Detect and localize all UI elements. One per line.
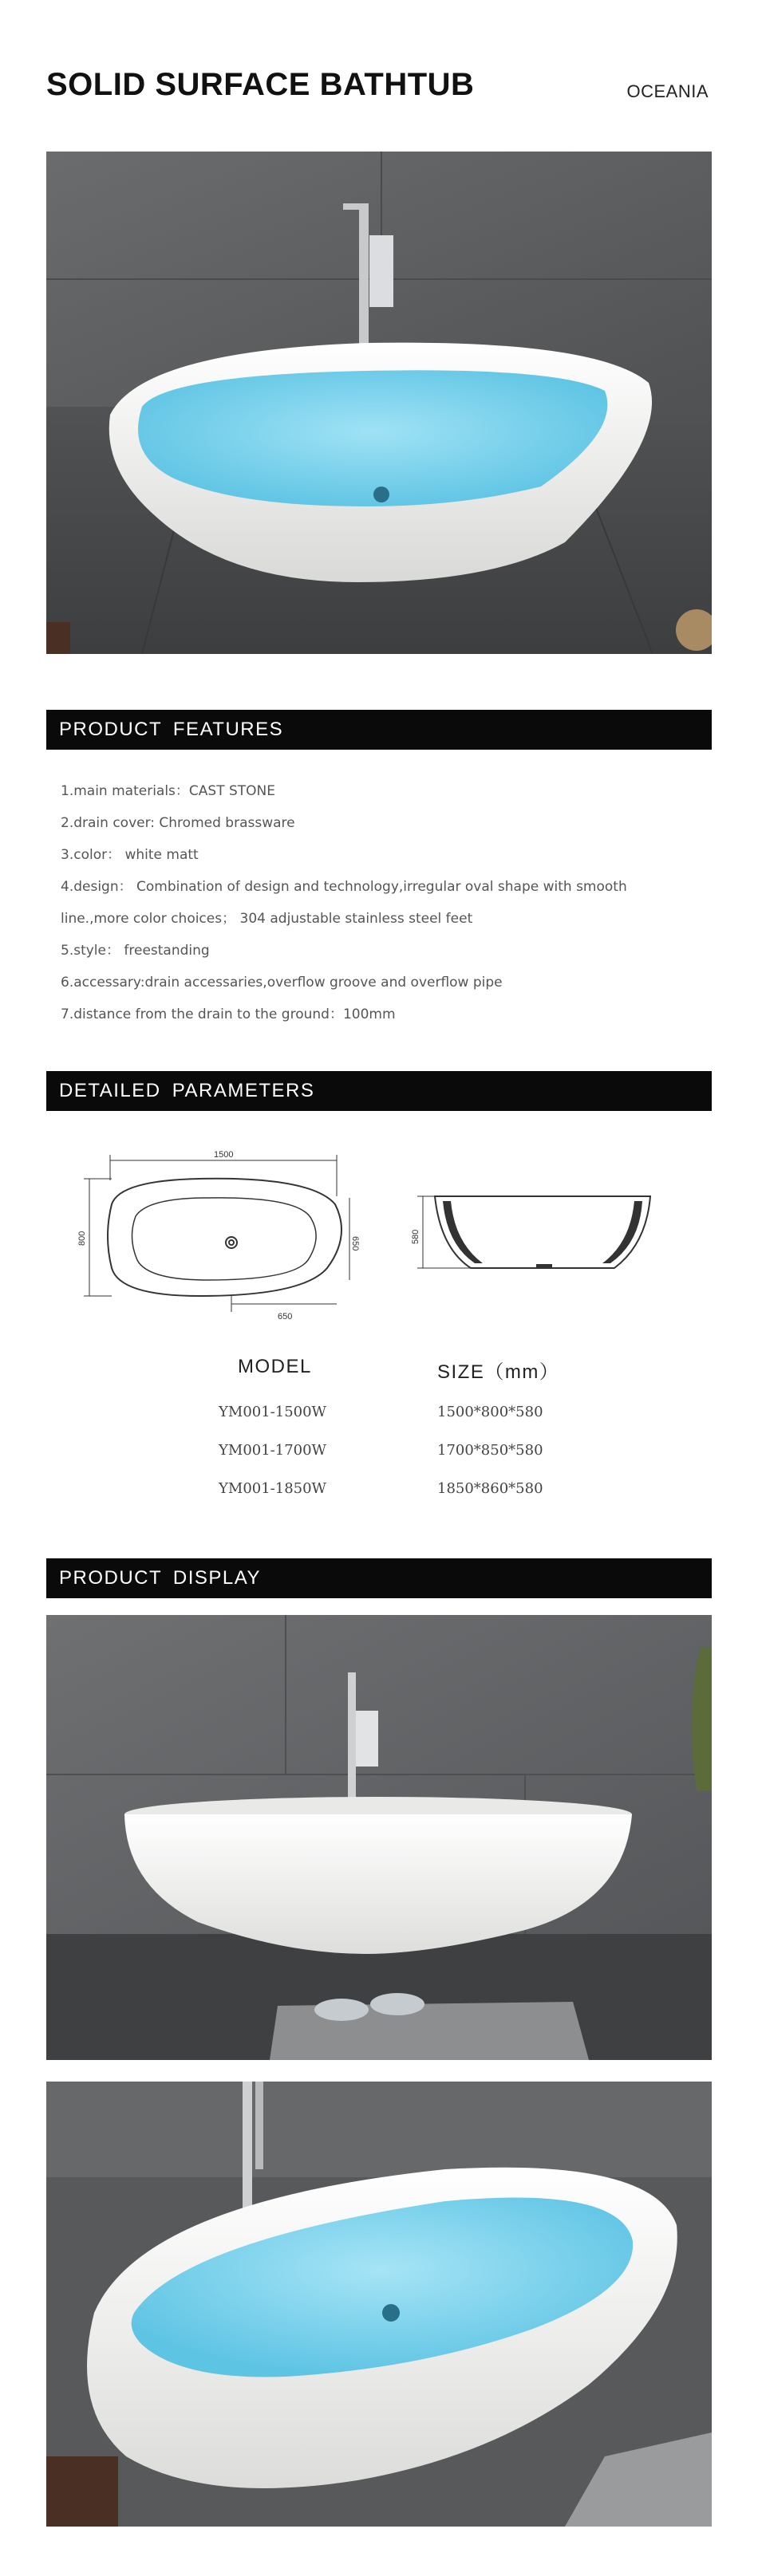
feature-item: 3.color： white matt [61, 847, 199, 863]
feature-item: 1.main materials：CAST STONE [61, 783, 276, 799]
features-section-bar [46, 710, 712, 750]
top-view-drawing [84, 1155, 349, 1312]
feature-item: line.,more color choices； 304 adjustable stainless steel feet [61, 911, 473, 927]
table-model-cell: YM001-1850W [219, 1480, 327, 1497]
table-size-cell: 1500*800*580 [437, 1404, 543, 1420]
technical-drawing [72, 1148, 686, 1332]
parameters-section-title: DETAILED PARAMETERS [59, 1080, 315, 1101]
display-photo-top [46, 2082, 712, 2527]
feature-item: 7.distance from the drain to the ground：100mm [61, 1006, 396, 1022]
page-title: SOLID SURFACE BATHTUB [46, 67, 475, 102]
dim-height-label: 580 [411, 1229, 420, 1244]
feature-item: 2.drain cover: Chromed brassware [61, 815, 295, 831]
dim-inner-width-label: 650 [350, 1236, 360, 1251]
table-size-cell: 1850*860*580 [437, 1480, 543, 1497]
feature-item: 4.design： Combination of design and technology,irregular oval shape with smooth [61, 879, 627, 895]
display-section-bar [46, 1558, 712, 1598]
brand-name: OCEANIA [626, 81, 709, 101]
table-size-cell: 1700*850*580 [437, 1442, 543, 1459]
side-view-drawing [417, 1196, 650, 1269]
display-section-title: PRODUCT DISPLAY [59, 1567, 261, 1589]
display-photo-side [46, 1615, 712, 2060]
feature-item: 5.style： freestanding [61, 943, 210, 959]
parameters-section-bar [46, 1071, 712, 1111]
dim-span-label: 650 [278, 1312, 293, 1321]
dim-length-label: 1500 [214, 1150, 234, 1160]
model-column-header: MODEL [238, 1356, 312, 1377]
features-section-title: PRODUCT FEATURES [59, 719, 284, 740]
table-model-cell: YM001-1700W [219, 1442, 327, 1459]
hero-bathtub-photo [46, 152, 712, 654]
feature-item: 6.accessary:drain accessaries,overflow groove and overflow pipe [61, 975, 503, 991]
dim-width-label: 800 [77, 1231, 87, 1246]
table-model-cell: YM001-1500W [219, 1404, 327, 1420]
size-column-header: SIZE（mm） [437, 1361, 560, 1383]
